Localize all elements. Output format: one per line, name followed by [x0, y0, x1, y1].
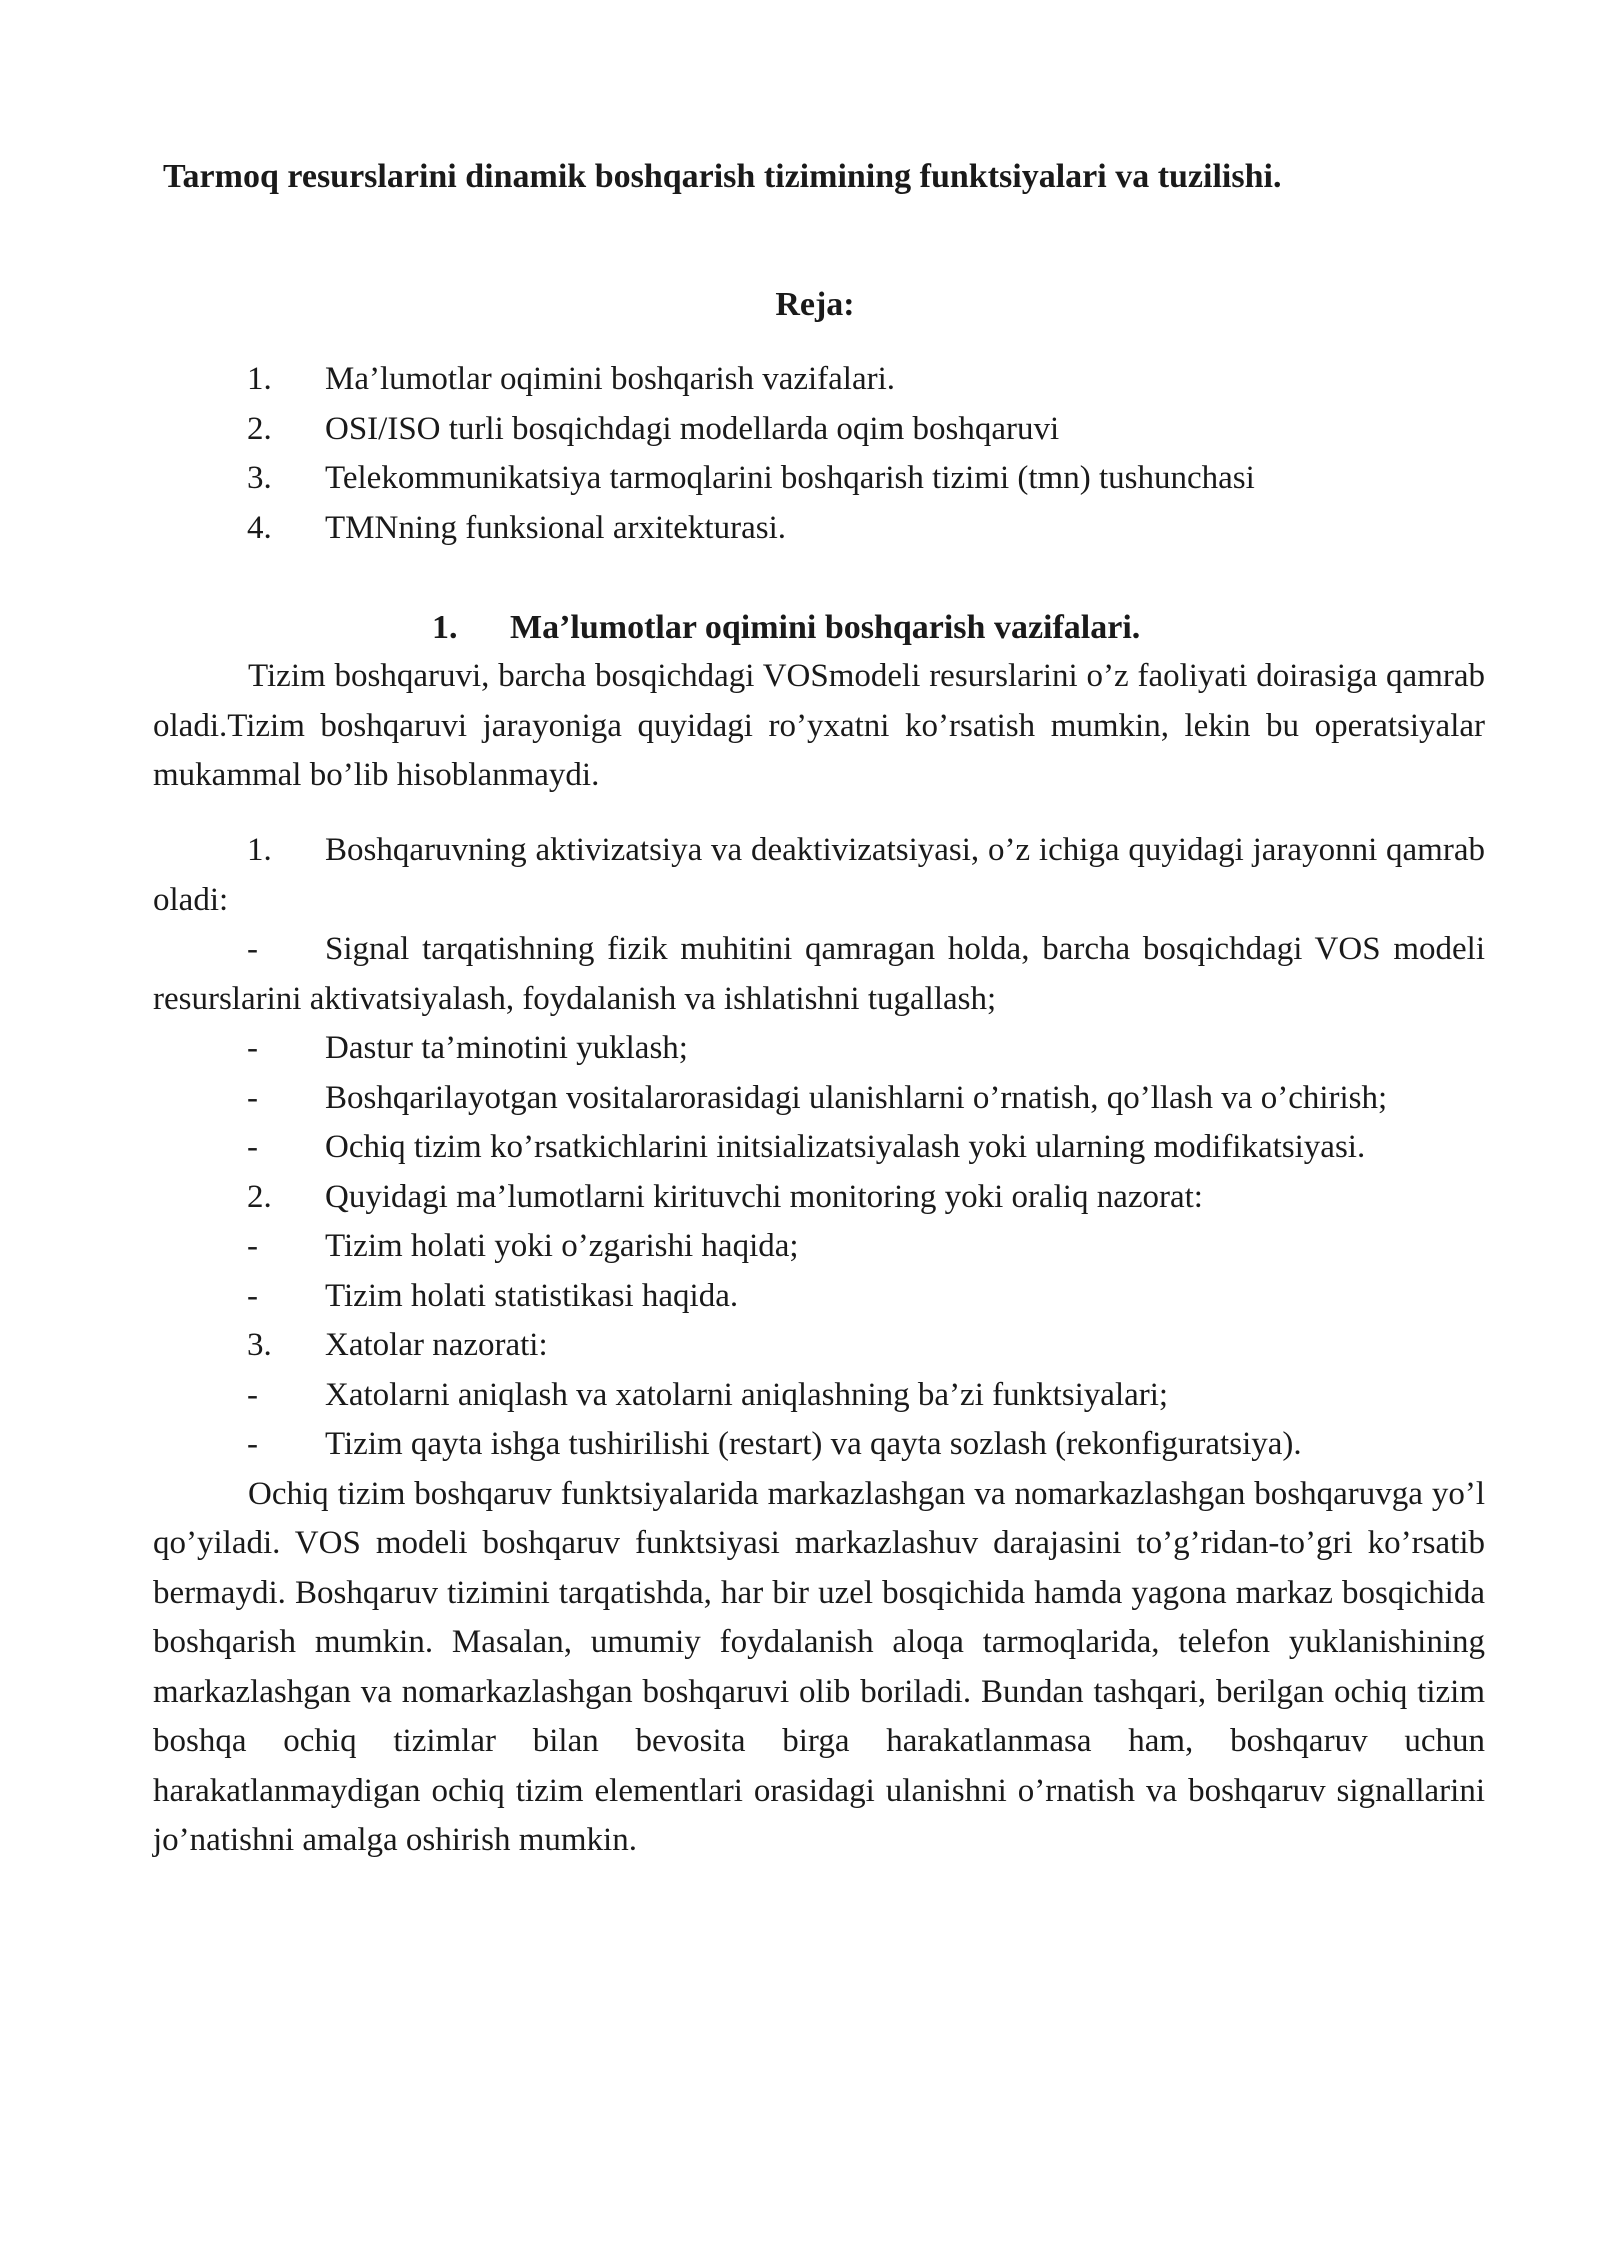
plan-item [0, 454, 1600, 504]
list-item-text: Tizim holati statistikasi haqida. [325, 1277, 739, 1314]
list-marker: - [247, 1228, 258, 1264]
intro-block [153, 652, 1485, 801]
list-item [153, 1123, 1485, 1173]
list-item [153, 1024, 1485, 1074]
list-item [153, 1321, 1485, 1371]
list-item-text: Boshqarilayotgan vositalarorasidagi ulanishlarni o’rnatish, qo’llash va o’chirish; [325, 1079, 1388, 1116]
list-item-text: Xatolar nazorati: [325, 1327, 548, 1363]
plan-item-number: 4. [247, 509, 272, 546]
document-title: Tarmoq resurslarini dinamik boshqarish tizimining funktsiyalari va tuzilishi. [163, 158, 1282, 195]
plan-item [0, 504, 1600, 554]
plan-item [0, 405, 1600, 455]
list-item-text: Signal tarqatishning fizik muhitini qamragan holda, barcha bosqichdagi VOS modeli resurslarini aktivatsiyalash, foydalanish va ishlatishni tugallash; [153, 931, 1485, 1017]
plan-item-text: Ma’lumotlar oqimini boshqarish vazifalari. [325, 361, 896, 397]
intro-paragraph: Tizim boshqaruvi, barcha bosqichdagi VOSmodeli resurslarini o’z faoliyati doirasiga qamrab oladi.Tizim boshqaruvi jarayoniga quyidagi ro’yxatni ko’rsatish mumkin, lekin bu operatsiyalar mukammal bo’lib hisoblanmaydi. [153, 658, 1485, 793]
plan-list [0, 355, 1600, 553]
section-heading [0, 603, 1600, 653]
plan-item-number: 2. [247, 410, 272, 447]
list-marker: - [247, 1426, 258, 1462]
section-title: Ma’lumotlar oqimini boshqarish vazifalari. [510, 609, 1141, 646]
list-item-text: Tizim qayta ishga tushirilishi (restart) va qayta sozlash (rekonfiguratsiya). [325, 1426, 1302, 1462]
list-marker: - [247, 1030, 258, 1066]
list-marker: 2. [247, 1178, 272, 1215]
list-item-text: Quyidagi ma’lumotlarni kirituvchi monitoring yoki oraliq nazorat: [325, 1178, 1203, 1215]
list-item [153, 1272, 1485, 1322]
list-item-text: Dastur ta’minotini yuklash; [325, 1030, 688, 1066]
list-item-text: Boshqaruvning aktivizatsiya va deaktivizatsiyasi, o’z ichiga quyidagi jarayonni qamrab oladi: [153, 832, 1485, 918]
list-item [153, 1074, 1485, 1124]
plan-item-text: OSI/ISO turli bosqichdagi modellarda oqim boshqaruvi [325, 410, 1060, 447]
list-item [153, 1371, 1485, 1421]
list-item [153, 826, 1485, 925]
list-marker: - [247, 931, 258, 967]
plan-item-text: Telekommunikatsiya tarmoqlarini boshqarish tizimi (tmn) tushunchasi [325, 460, 1255, 496]
list-item-text: Xatolarni aniqlash va xatolarni aniqlashning ba’zi funktsiyalari; [325, 1376, 1169, 1413]
plan-item-number: 3. [247, 460, 272, 496]
plan-item-number: 1. [247, 361, 272, 397]
list-marker: - [247, 1277, 258, 1314]
list-item-text: Tizim holati yoki o’zgarishi haqida; [325, 1228, 799, 1264]
plan-heading: Reja: [775, 286, 855, 323]
closing-paragraph: Ochiq tizim boshqaruv funktsiyalarida markazlashgan va nomarkazlashgan boshqaruvga yo’l qo’yiladi. VOS modeli boshqaruv funktsiyasi markazlashuv darajasini to’g’ridan-to’gri ko’rsatib bermaydi. Boshqaruv tizimini tarqatishda, har bir uzel bosqichida hamda yagona markaz bosqichida boshqarish mumkin. Masalan, umumiy foydalanish aloqa tarmoqlarida, telefon yuklanishining markazlashgan va nomarkazlashgan boshqaruvi olib boriladi. Bundan tashqari, berilgan ochiq tizim boshqa ochiq tizimlar bilan bevosita birga harakatlanmasa ham, boshqaruv uchun harakatlanmaydigan ochiq tizim elementlari orasidagi ulanishni o’rnatish va boshqaruv signallarini jo’natishni amalga oshirish mumkin. [153, 1475, 1485, 1858]
list-marker: - [247, 1376, 258, 1413]
list-item-text: Ochiq tizim ko’rsatkichlarini initsializatsiyalash yoki ularning modifikatsiyasi. [325, 1129, 1366, 1165]
list-marker: - [247, 1079, 258, 1116]
operations-list [153, 826, 1485, 1866]
list-item [153, 1420, 1485, 1470]
list-item [153, 1222, 1485, 1272]
plan-item-text: TMNning funksional arxitekturasi. [325, 509, 787, 546]
list-marker: 3. [247, 1327, 272, 1363]
list-marker: 1. [247, 832, 272, 868]
plan-item [0, 355, 1600, 405]
list-marker: - [247, 1129, 258, 1165]
section-number: 1. [432, 609, 458, 646]
list-item [153, 1173, 1485, 1223]
list-item [153, 925, 1485, 1024]
